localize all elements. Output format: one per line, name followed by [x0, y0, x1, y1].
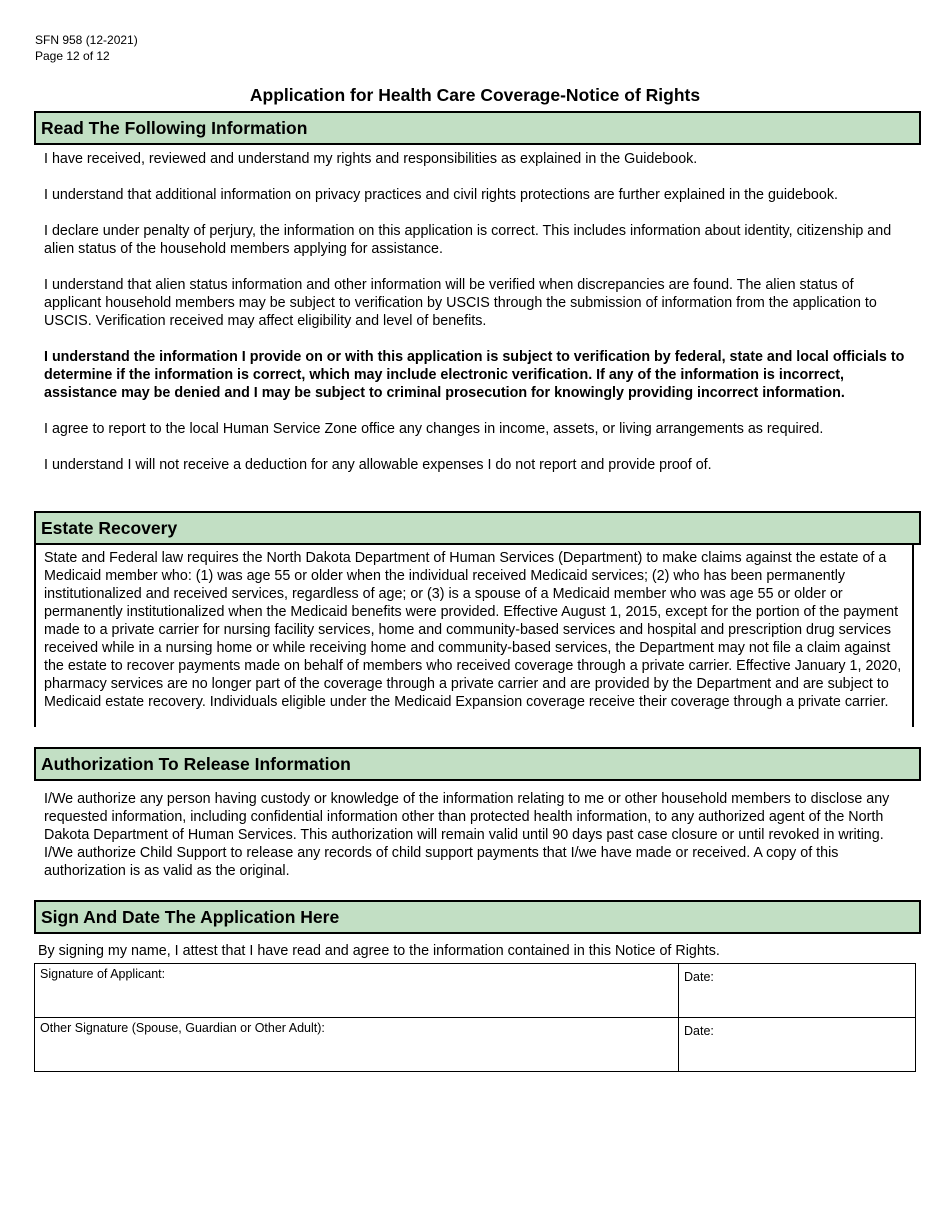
- signature-table: [34, 963, 916, 1072]
- attestation-text: By signing my name, I attest that I have read and agree to the information contained in this Notice of Rights.: [38, 943, 720, 959]
- estate-recovery-body: [44, 549, 912, 711]
- other-date-field[interactable]: Date:: [679, 1018, 916, 1072]
- signature-row-other: [35, 1018, 916, 1072]
- section-header-authorization: Authorization To Release Information: [34, 747, 921, 781]
- other-signature-field[interactable]: Other Signature (Spouse, Guardian or Other Adult):: [35, 1018, 679, 1072]
- page-number: Page 12 of 12: [35, 49, 110, 63]
- signature-row-applicant: [35, 964, 916, 1018]
- read-info-paragraph-2: I understand that additional information on privacy practices and civil rights protections are further explained in the guidebook.: [44, 187, 838, 203]
- authorization-text: I/We authorize any person having custody or knowledge of the information relating to me or other household members to disclose any requested information, including confidential information other than protected health information, to any authorized agent of the North Dakota Department of Human Services. This authorization will remain valid until 90 days past case closure or until revoked in writing. I/We authorize Child Support to release any records of child support payments that I/we have made or received. A copy of this authorization is as valid as the original.: [44, 791, 890, 879]
- read-info-paragraph-5: I understand the information I provide on or with this application is subject to verification by federal, state and local officials to determine if the information is correct, which may include electronic verification. If any of the information is incorrect, assistance may be denied and I may be subject to criminal prosecution for knowingly providing incorrect information.: [44, 349, 905, 401]
- form-number: SFN 958 (12-2021): [35, 33, 138, 47]
- read-info-paragraph-7: I understand I will not receive a deduction for any allowable expenses I do not report and provide proof of.: [44, 457, 712, 473]
- read-info-paragraph-4: I understand that alien status information and other information will be verified when discrepancies are found. The alien status of applicant household members may be subject to verification by USCIS through the submission of information from the application to USCIS. Verification received may affect eligibility and level of benefits.: [44, 277, 877, 329]
- read-info-body: [44, 150, 912, 474]
- applicant-date-field[interactable]: Date:: [679, 964, 916, 1018]
- read-info-paragraph-3: I declare under penalty of perjury, the information on this application is correct. This includes information about identity, citizenship and alien status of the household members applying for assistance.: [44, 223, 892, 257]
- authorization-body: [44, 790, 912, 880]
- read-info-paragraph-1: I have received, reviewed and understand my rights and responsibilities as explained in the Guidebook.: [44, 151, 698, 167]
- estate-recovery-text: State and Federal law requires the North Dakota Department of Human Services (Department) to make claims against the estate of a Medicaid member who: (1) was age 55 or older when the individual received Medicaid services; (2) who has been permanently institutionalized and received services, regardless of age; or (3) is a spouse of a Medicaid member who was age 55 or older or permanently institutionalized when the Medicaid benefits were provided. Effective August 1, 2015, except for the portion of the payment made to a private carrier for nursing facility services, home and community-based services and hospital and prescription drug services received while in a nursing home or while receiving home and community-based services, the Department may not file a claim against the estate to recover payments made on behalf of members who received coverage through a private carrier. Effective January 1, 2020, pharmacy services are no longer part of the coverage through a private carrier and are provided by the Department and are subject to Medicaid estate recovery. Individuals eligible under the Medicaid Expansion coverage receive their coverage through a private carrier.: [44, 550, 902, 710]
- section-header-estate-recovery: Estate Recovery: [34, 511, 921, 545]
- form-identifier: [35, 32, 138, 64]
- document-title: Application for Health Care Coverage-Notice of Rights: [249, 85, 701, 105]
- applicant-signature-field[interactable]: Signature of Applicant:: [35, 964, 679, 1018]
- section-header-sign: Sign And Date The Application Here: [34, 900, 921, 934]
- read-info-paragraph-6: I agree to report to the local Human Service Zone office any changes in income, assets, or living arrangements as required.: [44, 421, 824, 437]
- section-header-read-info: Read The Following Information: [34, 111, 921, 145]
